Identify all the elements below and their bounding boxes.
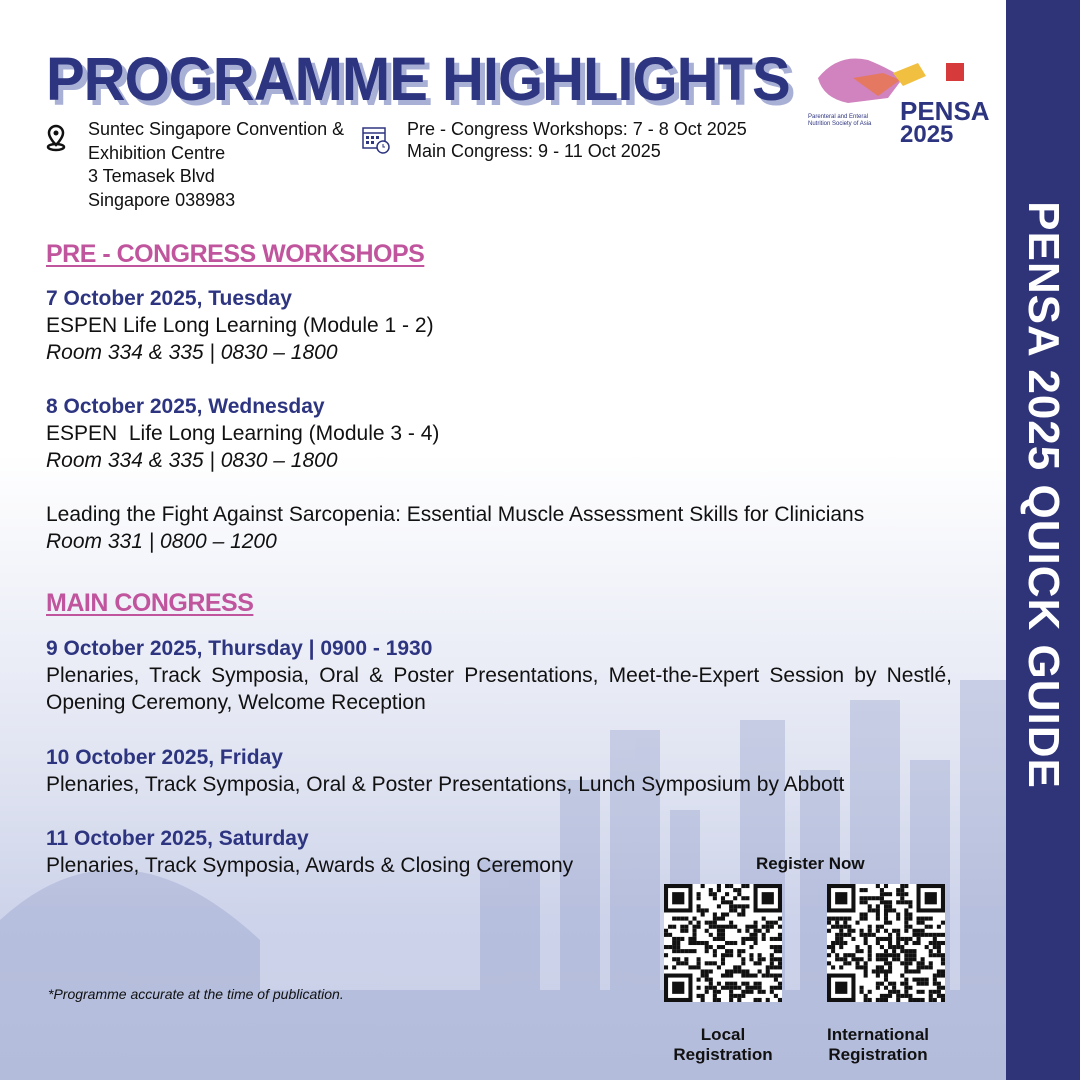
svg-text:Parenteral and Enteral: Parenteral and Enteral xyxy=(808,114,869,120)
svg-text:PENSA: PENSA xyxy=(900,96,990,126)
page-title: PROGRAMME HIGHLIGHTS xyxy=(46,45,790,114)
side-banner-text: PENSA 2025 QUICK GUIDE xyxy=(1019,201,1069,789)
workshop-day-1: 7 October 2025, Tuesday ESPEN Life Long Learning (Module 1 - 2) Room 334 & 335 | 0830 – 1800 xyxy=(46,287,434,364)
event-dates: Pre - Congress Workshops: 7 - 8 Oct 2025 Main Congress: 9 - 11 Oct 2025 xyxy=(407,119,747,161)
main-congress-heading: MAIN CONGRESS xyxy=(46,589,254,617)
congress-day-1: 9 October 2025, Thursday | 0900 - 1930 Plenaries, Track Symposia, Oral & Poster Presentations, Meet-the-Expert Session by Nestlé, Opening Ceremony, Welcome Reception xyxy=(46,637,952,714)
local-registration-qr-code[interactable] xyxy=(664,884,782,1002)
international-registration-qr-code[interactable] xyxy=(827,884,945,1002)
svg-text:Nutrition Society of Asia: Nutrition Society of Asia xyxy=(808,121,872,127)
footnote: *Programme accurate at the time of publication. xyxy=(48,986,344,1002)
venue-address: Suntec Singapore Convention & Exhibition Centre 3 Temasek Blvd Singapore 038983 xyxy=(88,119,345,210)
workshop-sarcopenia: Leading the Fight Against Sarcopenia: Essential Muscle Assessment Skills for Clinicians Room 331 | 0800 – 1200 xyxy=(46,503,865,553)
location-pin-icon xyxy=(46,124,66,152)
workshop-day-2: 8 October 2025, Wednesday ESPEN Life Long Learning (Module 3 - 4) Room 334 & 335 | 0830 – 1800 xyxy=(46,395,440,472)
local-registration-label[interactable]: Local Registration xyxy=(673,1025,773,1064)
register-heading: Register Now xyxy=(756,854,865,873)
calendar-clock-icon xyxy=(361,124,391,154)
svg-text:2025: 2025 xyxy=(900,121,954,148)
congress-day-2: 10 October 2025, Friday Plenaries, Track Symposia, Oral & Poster Presentations, Lunch Symposium by Abbott xyxy=(46,746,845,796)
international-registration-label[interactable]: International Registration xyxy=(826,1025,929,1064)
pre-congress-heading: PRE - CONGRESS WORKSHOPS xyxy=(46,240,425,268)
congress-day-3: 11 October 2025, Saturday Plenaries, Track Symposia, Awards & Closing Ceremony xyxy=(46,827,574,877)
pensa-2025-logo xyxy=(808,48,990,148)
